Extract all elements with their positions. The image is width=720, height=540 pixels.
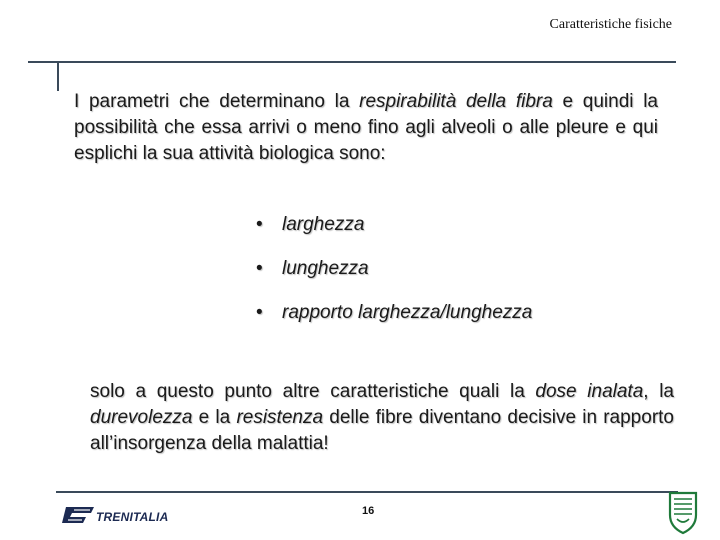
slide-title: Caratteristiche fisiche (549, 17, 672, 32)
bullet-marker: • (256, 302, 263, 323)
bottom-divider (56, 491, 678, 493)
list-item-label: lunghezza (282, 258, 369, 279)
conclusion-text-4: delle fibre diventano decisive in rapporto all’insorgenza della malattia! (90, 407, 674, 454)
conclusion-text-1: solo a questo punto altre caratteristiche quali la (90, 381, 536, 402)
parameter-list (256, 214, 532, 346)
conclusion-emphasis-durevolezza: durevolezza (90, 407, 193, 428)
list-item (256, 258, 532, 302)
top-vertical-rule (57, 61, 59, 91)
conclusion-emphasis-resistenza: resistenza (236, 407, 324, 428)
trenitalia-wordmark: TRENITALIA (96, 510, 169, 524)
bullet-marker: • (256, 258, 263, 279)
university-crest-icon (666, 491, 700, 537)
intro-emphasis: respirabilità della fibra (359, 91, 553, 112)
conclusion-text-2: , la (643, 381, 675, 402)
top-divider (28, 61, 676, 63)
intro-paragraph (74, 89, 658, 167)
conclusion-paragraph (90, 379, 674, 457)
conclusion-emphasis-dose: dose inalata (535, 381, 644, 402)
list-item (256, 302, 532, 346)
bullet-marker: • (256, 214, 263, 235)
list-item (256, 214, 532, 258)
list-item-label: rapporto larghezza/lunghezza (282, 302, 533, 323)
page-number: 16 (362, 505, 375, 517)
intro-text-2: e quindi la possibilità che essa arrivi o meno fino agli alveoli o alle pleure e qui esplichi la sua attività biologica sono: (74, 91, 659, 164)
conclusion-text-3: e la (192, 407, 237, 428)
list-item-label: larghezza (282, 214, 365, 235)
intro-text-1: I parametri che determinano la (74, 91, 360, 112)
